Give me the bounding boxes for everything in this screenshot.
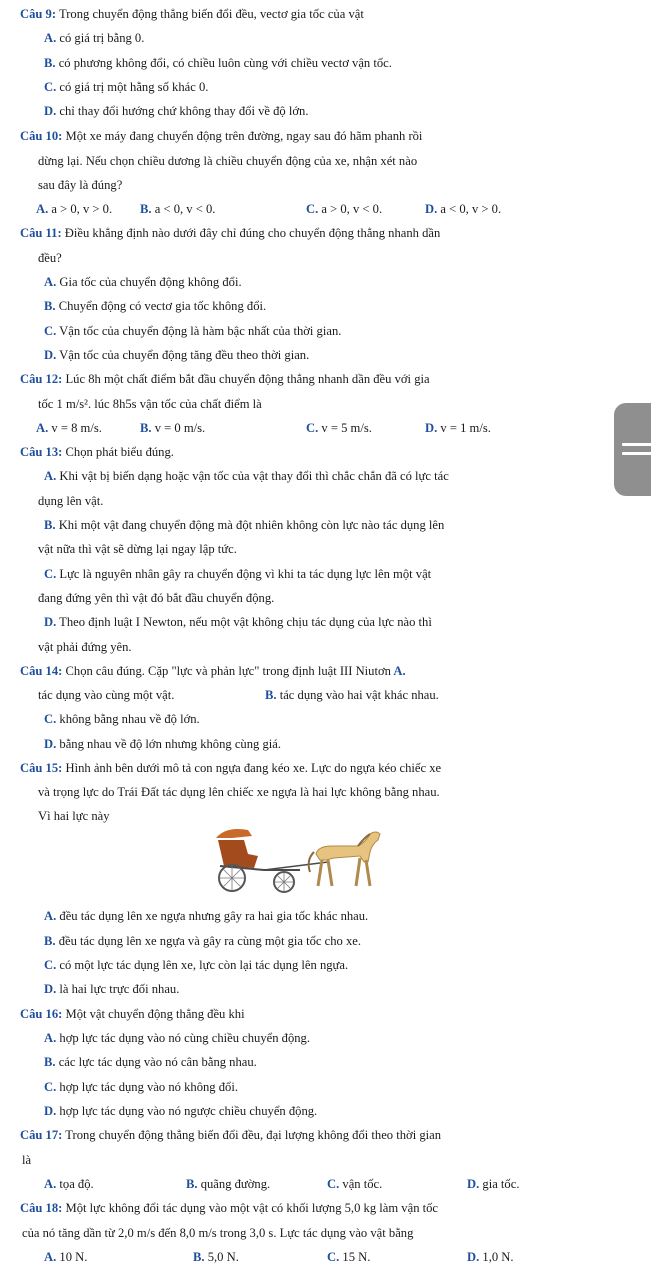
question-14-option-a[interactable]: tác dụng vào cùng một vật. — [38, 688, 175, 702]
question-12-stem: Câu 12: Lúc 8h một chất điểm bắt đầu chuyển động thẳng nhanh dần đều với gia — [20, 372, 430, 386]
question-14-stem: Câu 14: Chọn câu đúng. Cặp "lực và phản lực" trong định luật III Niutơn A. — [20, 664, 406, 678]
question-17-option-d[interactable]: D. gia tốc. — [467, 1177, 520, 1191]
question-9-option-a[interactable]: A. có giá trị bằng 0. — [44, 31, 145, 45]
question-17-option-a[interactable]: A. tọa độ. — [44, 1177, 94, 1191]
question-10-stem: Câu 10: Một xe máy đang chuyển động trên đường, ngay sau đó hãm phanh rồi — [20, 129, 423, 143]
question-11-option-c[interactable]: C. Vận tốc của chuyển động là hàm bậc nhất của thời gian. — [44, 324, 342, 338]
question-16-option-a[interactable]: A. hợp lực tác dụng vào nó cùng chiều chuyển động. — [44, 1031, 311, 1045]
handle-grip-bottom-icon — [622, 452, 651, 455]
question-13-option-a-cont: dụng lên vật. — [38, 494, 104, 508]
question-15-option-a[interactable]: A. đều tác dụng lên xe ngựa nhưng gây ra hai gia tốc khác nhau. — [44, 909, 369, 923]
question-17-option-b[interactable]: B. quãng đường. — [186, 1177, 271, 1191]
question-10-stem-cont-1: dừng lại. Nếu chọn chiều dương là chiều chuyển động của xe, nhận xét nào — [38, 154, 418, 168]
question-17-option-c[interactable]: C. vận tốc. — [327, 1177, 383, 1191]
question-14-option-c[interactable]: C. không bằng nhau về độ lớn. — [44, 712, 200, 726]
question-13-option-a[interactable]: A. Khi vật bị biến dạng hoặc vận tốc của vật thay đổi thì chắc chắn đã có lực tác — [44, 469, 449, 483]
question-9-option-b[interactable]: B. có phương không đổi, có chiều luôn cùng với chiều vectơ vận tốc. — [44, 56, 392, 70]
question-18-stem: Câu 18: Một lực không đổi tác dụng vào một vật có khối lượng 5,0 kg làm vận tốc — [20, 1201, 439, 1215]
question-10-option-c[interactable]: C. a > 0, v < 0. — [306, 202, 383, 216]
carriage-shaft — [264, 862, 328, 870]
carriage-canopy — [216, 829, 252, 838]
question-12-option-d[interactable]: D. v = 1 m/s. — [425, 421, 491, 435]
question-13-option-d-cont: vật phải đứng yên. — [38, 640, 132, 654]
question-16-stem: Câu 16: Một vật chuyển động thẳng đều khi — [20, 1007, 245, 1021]
question-16-option-b[interactable]: B. các lực tác dụng vào nó cân bằng nhau. — [44, 1055, 257, 1069]
question-16-option-c[interactable]: C. hợp lực tác dụng vào nó không đổi. — [44, 1080, 238, 1094]
question-13-option-b-cont: vật nữa thì vật sẽ dừng lại ngay lập tức. — [38, 542, 237, 556]
question-10-option-a[interactable]: A. a > 0, v > 0. — [36, 202, 113, 216]
question-15-stem: Câu 15: Hình ảnh bên dưới mô tả con ngựa đang kéo xe. Lực do ngựa kéo chiếc xe — [20, 761, 442, 775]
horse-tail — [309, 852, 314, 872]
question-9-option-d[interactable]: D. chỉ thay đổi hướng chứ không thay đổi về độ lớn. — [44, 104, 309, 118]
question-15-option-c[interactable]: C. có một lực tác dụng lên xe, lực còn lại tác dụng lên ngựa. — [44, 958, 349, 972]
question-18-option-d[interactable]: D. 1,0 N. — [467, 1250, 514, 1264]
question-9-option-c[interactable]: C. có giá trị một hằng số khác 0. — [44, 80, 209, 94]
question-11-option-b[interactable]: B. Chuyển động có vectơ gia tốc không đổi. — [44, 299, 267, 313]
question-14-option-b[interactable]: B. tác dụng vào hai vật khác nhau. — [265, 688, 439, 702]
horse-body — [316, 832, 380, 862]
question-18-option-c[interactable]: C. 15 N. — [327, 1250, 371, 1264]
horse-carriage-image — [208, 826, 388, 900]
question-11-stem: Câu 11: Điều khẳng định nào dưới đây chỉ đúng cho chuyển động thẳng nhanh dần — [20, 226, 441, 240]
question-18-option-b[interactable]: B. 5,0 N. — [193, 1250, 239, 1264]
carriage-body — [218, 840, 258, 868]
question-13-option-d[interactable]: D. Theo định luật I Newton, nếu một vật không chịu tác dụng của lực nào thì — [44, 615, 432, 629]
question-18-option-a[interactable]: A. 10 N. — [44, 1250, 88, 1264]
question-10-stem-cont-2: sau đây là đúng? — [38, 178, 123, 192]
question-13-option-b[interactable]: B. Khi một vật đang chuyển động mà đột nhiên không còn lực nào tác dụng lên — [44, 518, 445, 532]
question-12-stem-cont: tốc 1 m/s². lúc 8h5s vận tốc của chất điểm là — [38, 397, 262, 411]
handle-grip-top-icon — [622, 443, 651, 446]
question-15-option-b[interactable]: B. đều tác dụng lên xe ngựa và gây ra cùng một gia tốc cho xe. — [44, 934, 362, 948]
question-12-option-a[interactable]: A. v = 8 m/s. — [36, 421, 102, 435]
question-9-stem: Câu 9: Trong chuyển động thẳng biến đổi đều, vectơ gia tốc của vật — [20, 7, 364, 21]
question-10-option-d[interactable]: D. a < 0, v > 0. — [425, 202, 502, 216]
scroll-handle[interactable] — [614, 403, 651, 496]
question-14-option-d[interactable]: D. bằng nhau về độ lớn nhưng không cùng giá. — [44, 737, 281, 751]
question-11-option-d[interactable]: D. Vận tốc của chuyển động tăng đều theo thời gian. — [44, 348, 310, 362]
question-17-stem-cont: là — [22, 1153, 32, 1167]
question-18-stem-cont: của nó tăng dần từ 2,0 m/s đến 8,0 m/s trong 3,0 s. Lực tác dụng vào vật bằng — [22, 1226, 414, 1240]
question-15-stem-cont-1: và trọng lực do Trái Đất tác dụng lên chiếc xe ngựa là hai lực không bằng nhau. — [38, 785, 440, 799]
question-15-stem-cont-2: Vì hai lực này — [38, 809, 110, 823]
question-13-option-c[interactable]: C. Lực là nguyên nhân gây ra chuyển động vì khi ta tác dụng lực lên một vật — [44, 567, 432, 581]
question-13-stem: Câu 13: Chọn phát biểu đúng. — [20, 445, 174, 459]
question-11-option-a[interactable]: A. Gia tốc của chuyển động không đổi. — [44, 275, 242, 289]
question-15-option-d[interactable]: D. là hai lực trực đối nhau. — [44, 982, 180, 996]
question-10-option-b[interactable]: B. a < 0, v < 0. — [140, 202, 216, 216]
question-12-option-b[interactable]: B. v = 0 m/s. — [140, 421, 206, 435]
question-17-stem: Câu 17: Trong chuyển động thẳng biến đổi đều, đại lượng không đổi theo thời gian — [20, 1128, 442, 1142]
question-16-option-d[interactable]: D. hợp lực tác dụng vào nó ngược chiều chuyển động. — [44, 1104, 318, 1118]
question-13-option-c-cont: đang đứng yên thì vật đó bắt đầu chuyển động. — [38, 591, 275, 605]
question-11-stem-cont: đều? — [38, 251, 62, 265]
question-12-option-c[interactable]: C. v = 5 m/s. — [306, 421, 372, 435]
